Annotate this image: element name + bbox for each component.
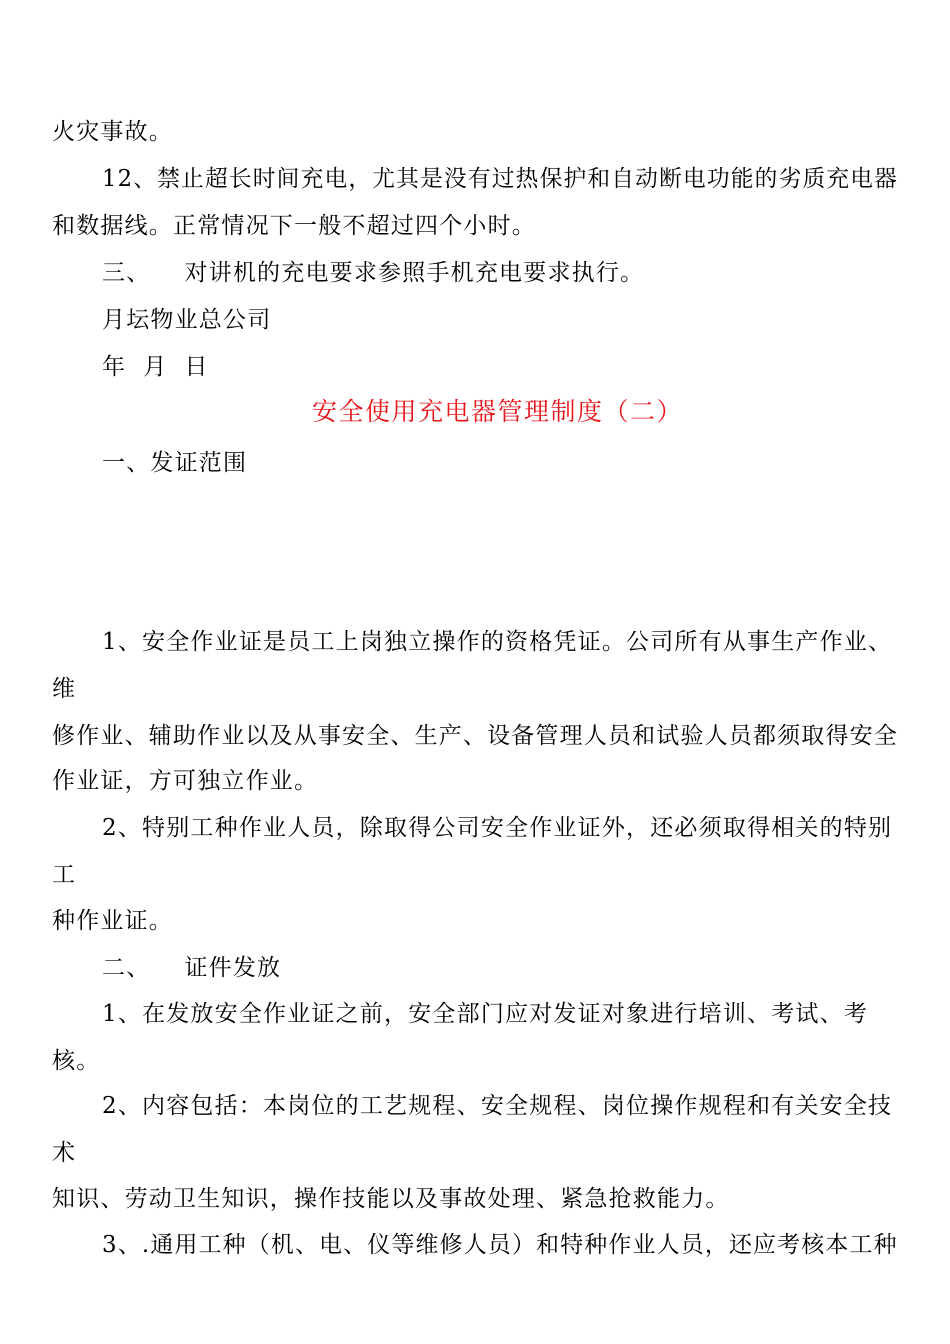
document-title: 安全使用充电器管理制度（二） bbox=[312, 397, 684, 426]
item-12-line-2: 和数据线。正常情况下一般不超过四个小时。 bbox=[52, 213, 536, 239]
company-name: 月坛物业总公司 bbox=[102, 307, 272, 333]
paragraph-2-line-3: 种作业证。 bbox=[52, 908, 173, 934]
paragraph-1-line-1: 1、安全作业证是员工上岗独立操作的资格凭证。公司所有从事生产作业、 bbox=[102, 629, 893, 655]
paragraph-4-line-2: 术 bbox=[52, 1140, 77, 1166]
paragraph-5-line-1: 3、.通用工种（机、电、仪等维修人员）和特种作业人员，还应考核本工种 bbox=[102, 1232, 898, 1258]
paragraph-4-line-3: 知识、劳动卫生知识，操作技能以及事故处理、紧急抢救能力。 bbox=[52, 1186, 730, 1212]
paragraph-2-line-2: 工 bbox=[52, 862, 77, 888]
heading-certificate-issuance: 二、 证件发放 bbox=[102, 955, 282, 981]
heading-issuance-scope: 一、发证范围 bbox=[102, 450, 248, 476]
paragraph-3-line-1: 1、在发放安全作业证之前，安全部门应对发证对象进行培训、考试、考 bbox=[102, 1001, 869, 1027]
item-12-line-1: 12、禁止超长时间充电，尤其是没有过热保护和自动断电功能的劣质充电器 bbox=[102, 166, 899, 192]
item-3-heading: 三、 对讲机的充电要求参照手机充电要求执行。 bbox=[102, 260, 645, 286]
paragraph-1-line-2: 维 bbox=[52, 676, 77, 702]
paragraph-2-line-1: 2、特别工种作业人员，除取得公司安全作业证外，还必须取得相关的特别 bbox=[102, 815, 893, 841]
text-line-fire-accident: 火灾事故。 bbox=[52, 119, 173, 145]
paragraph-1-line-4: 作业证，方可独立作业。 bbox=[52, 768, 319, 794]
paragraph-1-line-3: 修作业、辅助作业以及从事安全、生产、设备管理人员和试验人员都须取得安全 bbox=[52, 723, 898, 749]
paragraph-4-line-1: 2、内容包括：本岗位的工艺规程、安全规程、岗位操作规程和有关安全技 bbox=[102, 1093, 893, 1119]
paragraph-3-line-2: 核。 bbox=[52, 1048, 101, 1074]
date-line: 年 月 日 bbox=[102, 354, 209, 380]
